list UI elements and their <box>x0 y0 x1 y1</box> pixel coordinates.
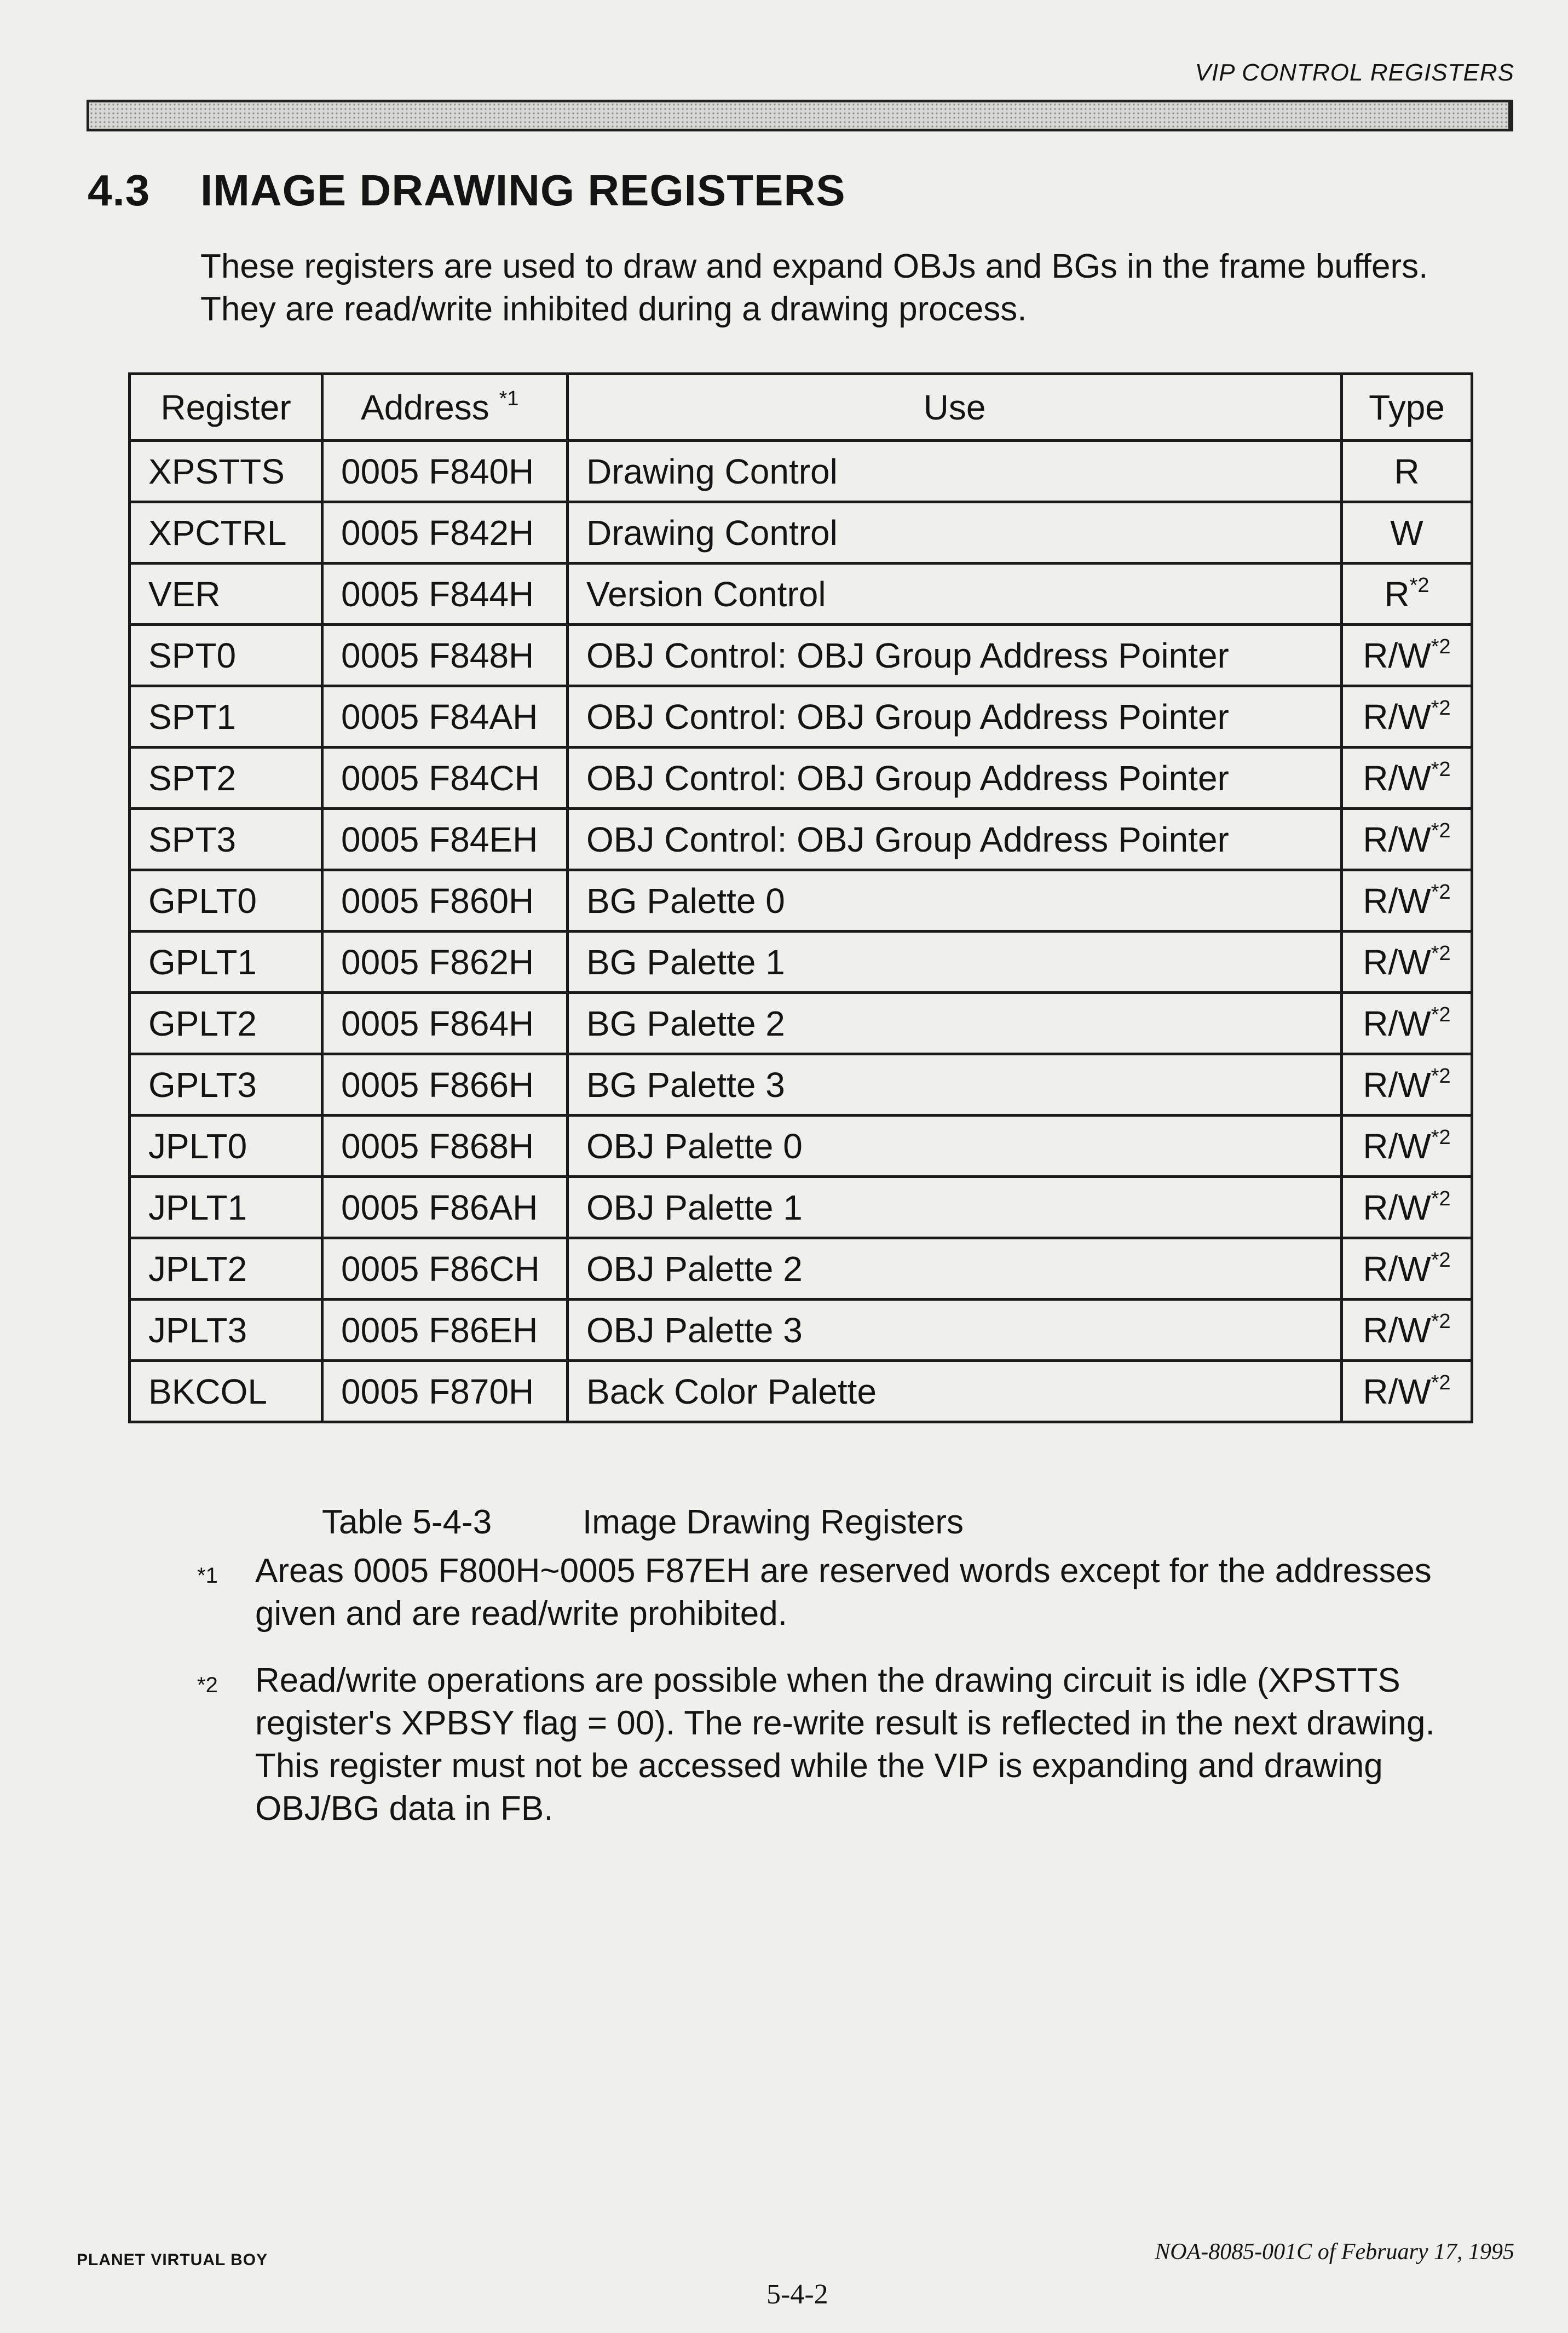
footnote-line: OBJ/BG data in FB. <box>255 1790 554 1828</box>
table-row <box>130 993 1472 1054</box>
cell-use: OBJ Control: OBJ Group Address Pointer <box>568 686 1342 748</box>
type-value: R/W <box>1363 1187 1431 1227</box>
cell-register: GPLT2 <box>130 993 322 1054</box>
cell-type <box>1342 809 1472 870</box>
type-value: R/W <box>1363 1065 1431 1105</box>
header-address <box>322 374 568 441</box>
cell-address: 0005 F842H <box>322 502 568 564</box>
type-value: W <box>1390 513 1423 553</box>
cell-type <box>1342 1300 1472 1361</box>
header-address-note: *1 <box>499 387 519 410</box>
cell-type <box>1342 686 1472 748</box>
cell-use: OBJ Control: OBJ Group Address Pointer <box>568 809 1342 870</box>
intro-paragraph <box>200 245 1514 331</box>
cell-address: 0005 F84AH <box>322 686 568 748</box>
type-footnote-mark: *2 <box>1431 819 1451 842</box>
cell-address: 0005 F86AH <box>322 1177 568 1238</box>
cell-address: 0005 F870H <box>322 1361 568 1422</box>
cell-address: 0005 F84CH <box>322 748 568 809</box>
cell-register: SPT2 <box>130 748 322 809</box>
cell-use: OBJ Palette 2 <box>568 1238 1342 1300</box>
footer-publication: PLANET VIRTUAL BOY <box>77 2251 268 2269</box>
cell-register: BKCOL <box>130 1361 322 1422</box>
cell-address: 0005 F860H <box>322 870 568 932</box>
table-row <box>130 625 1472 686</box>
cell-register: VER <box>130 564 322 625</box>
cell-use: OBJ Palette 3 <box>568 1300 1342 1361</box>
type-value: R/W <box>1363 1126 1431 1166</box>
cell-address: 0005 F844H <box>322 564 568 625</box>
type-value: R <box>1384 574 1410 614</box>
cell-register: XPSTTS <box>130 441 322 502</box>
page-number: 5-4-2 <box>766 2279 828 2310</box>
caption-number: Table 5-4-3 <box>322 1503 492 1541</box>
cell-address: 0005 F866H <box>322 1054 568 1116</box>
cell-register: JPLT3 <box>130 1300 322 1361</box>
cell-type <box>1342 993 1472 1054</box>
footnote-mark: *1 <box>197 1564 218 1588</box>
cell-type <box>1342 441 1472 502</box>
type-footnote-mark: *2 <box>1431 1371 1451 1394</box>
cell-use: BG Palette 1 <box>568 932 1342 993</box>
table-row <box>130 1177 1472 1238</box>
table-row <box>130 1116 1472 1177</box>
table-row <box>130 1054 1472 1116</box>
cell-address: 0005 F862H <box>322 932 568 993</box>
cell-register: SPT3 <box>130 809 322 870</box>
cell-use: OBJ Control: OBJ Group Address Pointer <box>568 748 1342 809</box>
table-row <box>130 502 1472 564</box>
header-use: Use <box>568 374 1342 441</box>
cell-type <box>1342 1177 1472 1238</box>
cell-address: 0005 F84EH <box>322 809 568 870</box>
table-row <box>130 441 1472 502</box>
section-title <box>88 165 846 216</box>
header-address-label: Address <box>361 387 489 427</box>
footnote-line: given and are read/write prohibited. <box>255 1595 787 1633</box>
cell-register: GPLT1 <box>130 932 322 993</box>
cell-register: GPLT3 <box>130 1054 322 1116</box>
type-value: R/W <box>1363 758 1431 798</box>
type-footnote-mark: *2 <box>1431 1125 1451 1149</box>
type-footnote-mark: *2 <box>1431 1003 1451 1026</box>
footnote-2 <box>197 1659 1511 1830</box>
cell-type <box>1342 625 1472 686</box>
footnote-line: Read/write operations are possible when the drawing circuit is idle (XPSTTS <box>255 1662 1400 1699</box>
intro-line: They are read/write inhibited during a drawing process. <box>200 290 1027 328</box>
type-value: R/W <box>1363 635 1431 675</box>
header-type: Type <box>1342 374 1472 441</box>
cell-use: Drawing Control <box>568 441 1342 502</box>
cell-register: JPLT2 <box>130 1238 322 1300</box>
type-footnote-mark: *2 <box>1431 635 1451 658</box>
type-footnote-mark: *2 <box>1431 757 1451 781</box>
cell-use: BG Palette 2 <box>568 993 1342 1054</box>
table-row <box>130 748 1472 809</box>
table-row <box>130 1300 1472 1361</box>
table-row <box>130 1361 1472 1422</box>
type-footnote-mark: *2 <box>1431 880 1451 904</box>
cell-type <box>1342 748 1472 809</box>
cell-use: Drawing Control <box>568 502 1342 564</box>
cell-address: 0005 F86EH <box>322 1300 568 1361</box>
cell-use: OBJ Control: OBJ Group Address Pointer <box>568 625 1342 686</box>
footnote-line: Areas 0005 F800H~0005 F87EH are reserved words except for the addresses <box>255 1552 1432 1590</box>
cell-type <box>1342 1361 1472 1422</box>
cell-address: 0005 F840H <box>322 441 568 502</box>
cell-register: JPLT0 <box>130 1116 322 1177</box>
table-body <box>130 441 1472 1422</box>
type-footnote-mark: *2 <box>1431 1309 1451 1333</box>
table-row <box>130 809 1472 870</box>
table-row <box>130 686 1472 748</box>
type-value: R/W <box>1363 942 1431 982</box>
type-footnote-mark: *2 <box>1409 573 1429 597</box>
table-caption <box>322 1503 964 1542</box>
section-number: 4.3 <box>88 166 151 215</box>
cell-type <box>1342 1116 1472 1177</box>
type-value: R/W <box>1363 1371 1431 1411</box>
header-register: Register <box>130 374 322 441</box>
cell-use: OBJ Palette 1 <box>568 1177 1342 1238</box>
footnote-line: This register must not be accessed while the VIP is expanding and drawing <box>255 1747 1383 1785</box>
cell-register: SPT1 <box>130 686 322 748</box>
register-table <box>128 372 1473 1423</box>
cell-use: Version Control <box>568 564 1342 625</box>
cell-use: BG Palette 3 <box>568 1054 1342 1116</box>
footnote-line: register's XPBSY flag = 00). The re-write result is reflected in the next drawing. <box>255 1704 1435 1742</box>
type-value: R/W <box>1363 1249 1431 1289</box>
cell-type <box>1342 1054 1472 1116</box>
cell-type <box>1342 932 1472 993</box>
cell-use: BG Palette 0 <box>568 870 1342 932</box>
footnote-mark: *2 <box>197 1673 218 1697</box>
type-footnote-mark: *2 <box>1431 696 1451 720</box>
cell-address: 0005 F864H <box>322 993 568 1054</box>
type-value: R/W <box>1363 697 1431 737</box>
type-value: R/W <box>1363 1310 1431 1350</box>
header-bar <box>87 100 1513 131</box>
cell-type <box>1342 564 1472 625</box>
type-footnote-mark: *2 <box>1431 1064 1451 1088</box>
cell-type <box>1342 870 1472 932</box>
table-header-row <box>130 374 1472 441</box>
cell-address: 0005 F86CH <box>322 1238 568 1300</box>
cell-register: XPCTRL <box>130 502 322 564</box>
cell-use: Back Color Palette <box>568 1361 1342 1422</box>
table-row <box>130 1238 1472 1300</box>
cell-register: JPLT1 <box>130 1177 322 1238</box>
type-footnote-mark: *2 <box>1431 1248 1451 1272</box>
type-footnote-mark: *2 <box>1431 1187 1451 1210</box>
caption-title: Image Drawing Registers <box>583 1503 964 1541</box>
footer-doc-id: NOA-8085-001C of February 17, 1995 <box>1155 2239 1514 2265</box>
type-value: R/W <box>1363 1003 1431 1043</box>
type-value: R/W <box>1363 819 1431 859</box>
cell-register: SPT0 <box>130 625 322 686</box>
cell-type <box>1342 502 1472 564</box>
cell-address: 0005 F848H <box>322 625 568 686</box>
cell-register: GPLT0 <box>130 870 322 932</box>
cell-type <box>1342 1238 1472 1300</box>
running-head: VIP CONTROL REGISTERS <box>1195 59 1514 86</box>
footnote-1 <box>197 1550 1511 1635</box>
table-row <box>130 932 1472 993</box>
type-value: R <box>1394 451 1420 491</box>
type-footnote-mark: *2 <box>1431 941 1451 965</box>
intro-line: These registers are used to draw and expand OBJs and BGs in the frame buffers. <box>200 248 1428 285</box>
table-row <box>130 564 1472 625</box>
table-row <box>130 870 1472 932</box>
cell-address: 0005 F868H <box>322 1116 568 1177</box>
section-heading: IMAGE DRAWING REGISTERS <box>200 166 846 215</box>
type-value: R/W <box>1363 881 1431 921</box>
cell-use: OBJ Palette 0 <box>568 1116 1342 1177</box>
